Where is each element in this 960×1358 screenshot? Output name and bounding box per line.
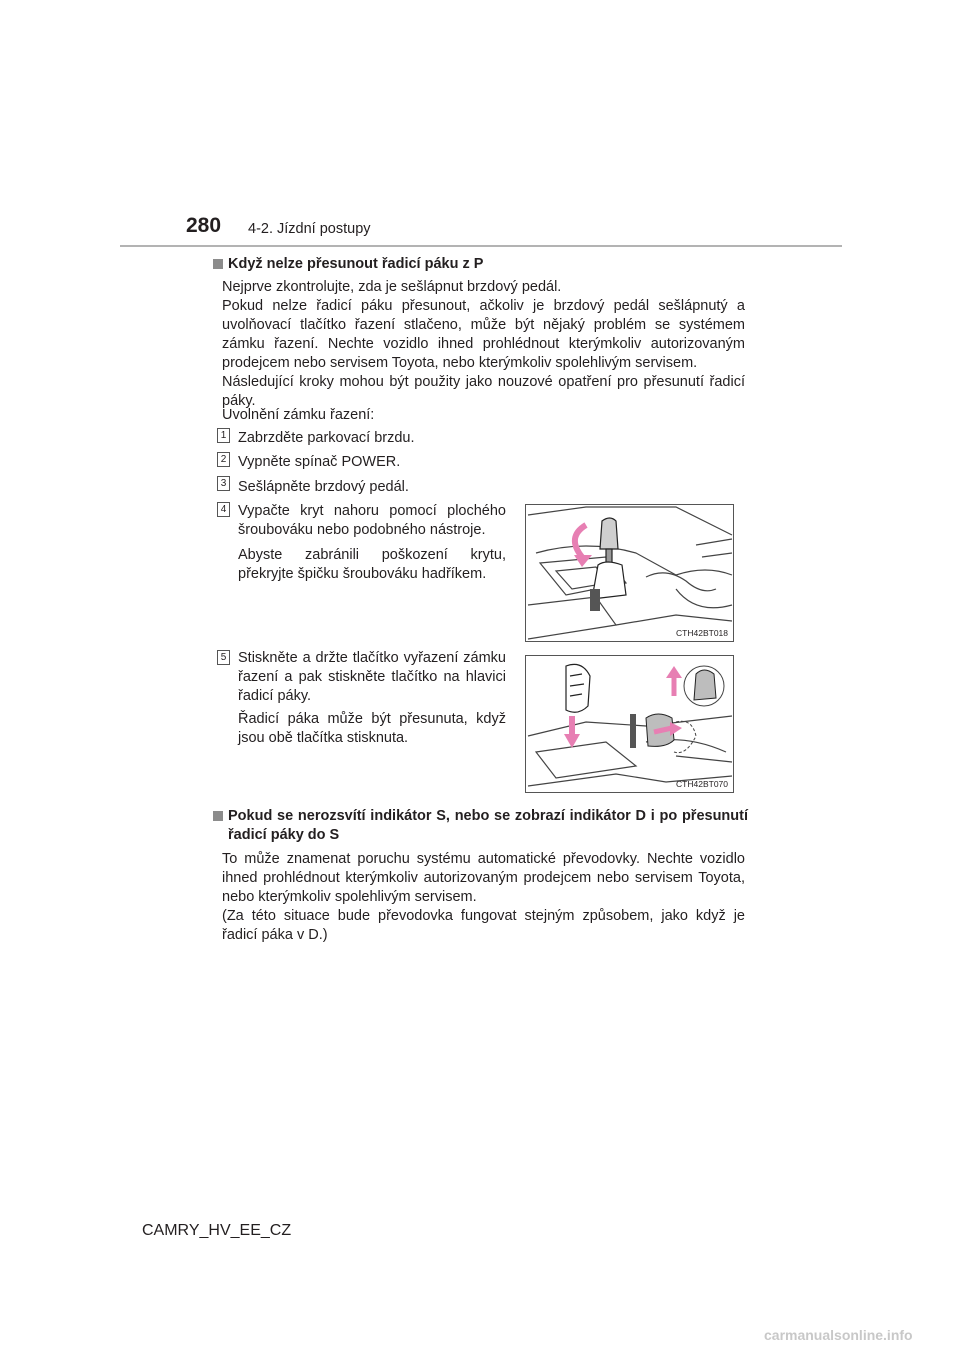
step-badge-4: 4 (217, 502, 230, 517)
step-text-2: Vypněte spínač POWER. (238, 454, 401, 470)
intro-line-3: Následující kroky mohou být použity jako nouzové opatření pro přesunutí řadicí páky. (222, 374, 745, 409)
intro-line-2: Pokud nelze řadicí páku přesunout, ačkoliv je brzdový pedál sešlápnutý a uvolňovací tlačítko řazení stlačeno, může být nějaký problém se systémem zámku řazení. Nechte vozidlo ihned prohlédnout kterýmkoliv autorizovaným prodejcem nebo servisem Toyota, nebo kterýmkoliv spolehlivým servisem. (222, 298, 745, 371)
step-badge-3: 3 (217, 476, 230, 491)
watermark: carmanualsonline.info (764, 1327, 913, 1343)
figure-code-4: CTH42BT018 (676, 628, 728, 638)
step-text-5: Stiskněte a držte tlačítko vyřazení zámku řazení a pak stiskněte tlačítko na hlavici řadicí páky. (238, 650, 506, 704)
square-bullet-icon (213, 811, 223, 821)
step-text-3: Sešlápněte brzdový pedál. (238, 479, 409, 495)
step-badge-1: 1 (217, 428, 230, 443)
block1-heading: Když nelze přesunout řadicí páku z P (228, 255, 748, 274)
step-badge-2: 2 (217, 452, 230, 467)
page-number: 280 (186, 214, 222, 237)
figure-shift-lock-release (525, 655, 734, 793)
figure-code-5: CTH42BT070 (676, 779, 728, 789)
model-code: CAMRY_HV_EE_CZ (142, 1222, 292, 1239)
step-note-4: Abyste zabránili poškození krytu, překryjte špičku šroubováku hadříkem. (238, 547, 506, 582)
step-note-5: Řadicí páka může být přesunuta, když jsou obě tlačítka stisknuta. (238, 711, 506, 746)
shift-lock-illustration (526, 656, 733, 792)
figure-screwdriver-cover (525, 504, 734, 642)
body-line-2: (Za této situace bude převodovka fungovat stejným způsobem, jako když je řadicí páka v D.) (222, 908, 745, 943)
square-bullet-icon (213, 259, 223, 269)
section-title: 4-2. Jízdní postupy (248, 221, 371, 237)
release-title: Uvolnění zámku řazení: (222, 407, 375, 423)
body-line-1: To může znamenat poruchu systému automatické převodovky. Nechte vozidlo ihned prohlédnout kterýmkoliv autorizovaným prodejcem nebo servisem Toyota, nebo kterýmkoliv spolehlivým servisem. (222, 851, 745, 905)
console-cover-illustration (526, 505, 733, 641)
header-rule (120, 245, 842, 247)
block1-intro (222, 278, 745, 411)
step-badge-5: 5 (217, 650, 230, 665)
step-text-1: Zabrzděte parkovací brzdu. (238, 430, 415, 446)
step-text-4: Vypačte kryt nahoru pomocí plochého šroubováku nebo podobného nástroje. (238, 503, 506, 538)
block2-heading: Pokud se nerozsvítí indikátor S, nebo se zobrazí indikátor D i po přesunutí řadicí páky do S (228, 807, 748, 845)
intro-line-1: Nejprve zkontrolujte, zda je sešlápnut brzdový pedál. (222, 279, 562, 295)
block2-body (222, 850, 745, 945)
